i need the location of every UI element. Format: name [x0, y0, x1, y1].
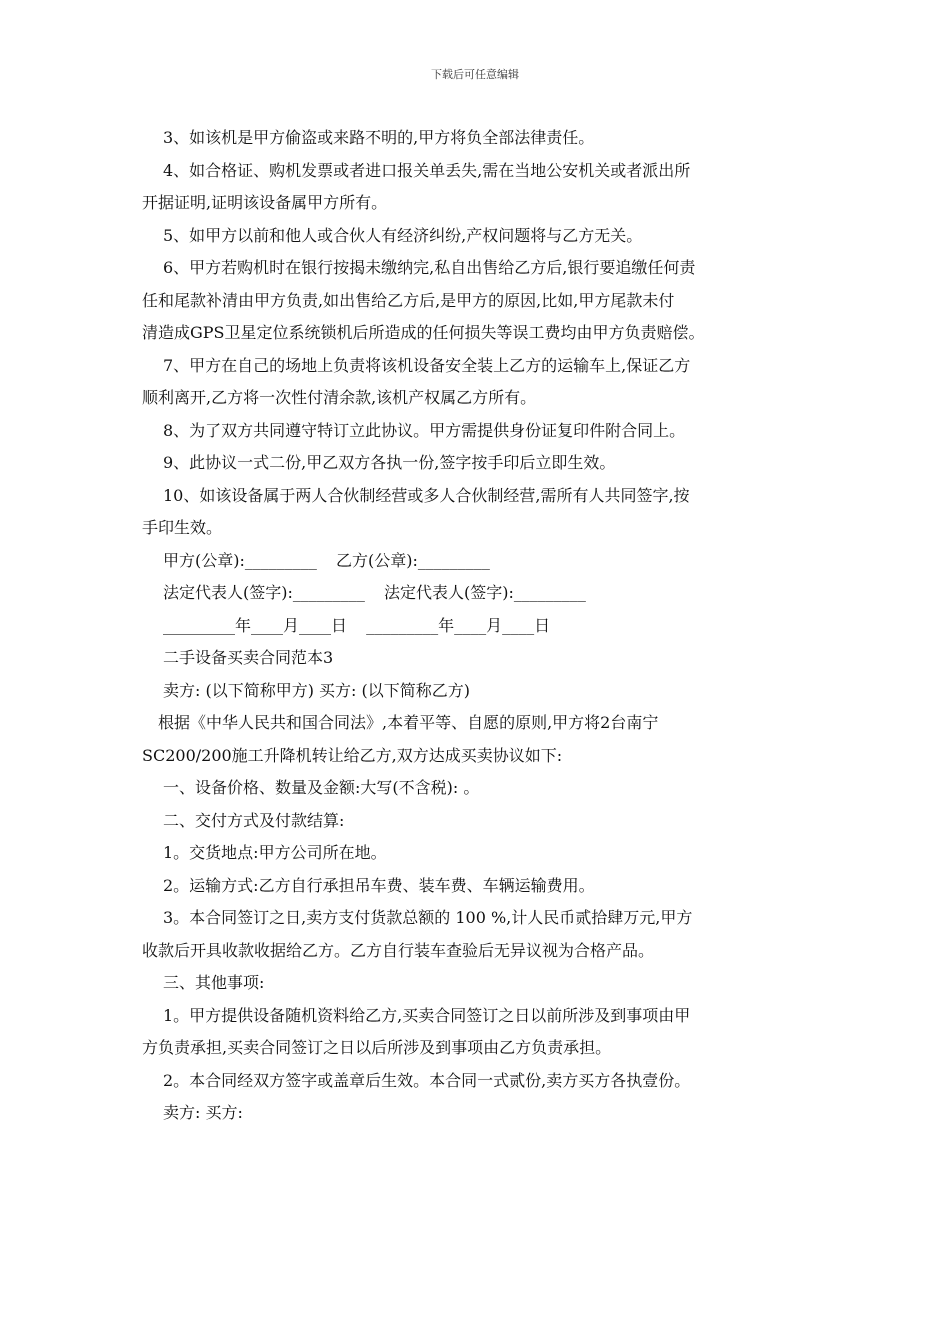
contract-3-intro-line-1: 根据《中华人民共和国合同法》,本着平等、自愿的原则,甲方将2台南宁 [158, 713, 659, 732]
party-a-date: _________年____月____日 [163, 615, 348, 635]
clause-4-line-2: 开据证明,证明该设备属甲方所有。 [142, 193, 388, 212]
party-a-representative: 法定代表人(签字):_________ [163, 583, 365, 602]
clause-6-line-3: 清造成GPS卫星定位系统锁机后所造成的任何损失等误工费均由甲方负责赔偿。 [142, 323, 705, 342]
clause-3: 3、如该机是甲方偷盗或来路不明的,甲方将负全部法律责任。 [163, 128, 595, 147]
other-item-1-line-2: 方负责承担,买卖合同签订之日以后所涉及到事项由乙方负责承担。 [142, 1038, 612, 1057]
clause-8: 8、为了双方共同遵守特订立此协议。甲方需提供身份证复印件附合同上。 [163, 420, 686, 440]
clause-5: 5、如甲方以前和他人或合伙人有经济纠纷,产权问题将与乙方无关。 [163, 225, 643, 245]
party-a-seal: 甲方(公章):_________ [163, 550, 317, 570]
section-1-price: 一、设备价格、数量及金额:大写(不含税): 。 [163, 778, 480, 797]
clause-7-line-1: 7、甲方在自己的场地上负责将该机设备安全装上乙方的运输车上,保证乙方 [163, 355, 691, 375]
clause-4-line-1: 4、如合格证、购机发票或者进口报关单丢失,需在当地公安机关或者派出所 [163, 160, 691, 180]
clause-10-line-2: 手印生效。 [142, 518, 223, 537]
contract-3-parties: 卖方: (以下简称甲方) 买方: (以下简称乙方) [163, 680, 471, 700]
delivery-item-2: 2。运输方式:乙方自行承担吊车费、装车费、车辆运输费用。 [163, 875, 595, 895]
clause-7-line-2: 顺利离开,乙方将一次性付清余款,该机产权属乙方所有。 [142, 388, 537, 407]
page-header-note: 下载后可任意编辑 [431, 68, 519, 81]
clause-6-line-2: 任和尾款补清由甲方负责,如出售给乙方后,是甲方的原因,比如,甲方尾款未付 [142, 290, 675, 310]
representative-line [142, 577, 810, 610]
party-b-representative: 法定代表人(签字):_________ [383, 583, 586, 602]
document-body [142, 122, 810, 1130]
clause-6-line-1: 6、甲方若购机时在银行按揭未缴纳完,私自出售给乙方后,银行要追缴任何责 [163, 258, 696, 277]
date-line [142, 610, 810, 643]
contract-3-intro-line-2: SC200/200施工升降机转让给乙方,双方达成买卖协议如下: [142, 745, 563, 765]
delivery-item-3-line-1: 3。本合同签订之日,卖方支付货款总额的 100 %,计人民币贰拾肆万元,甲方 [163, 908, 693, 927]
clause-10-line-1: 10、如该设备属于两人合伙制经营或多人合伙制经营,需所有人共同签字,按 [163, 485, 690, 505]
party-b-date: _________年____月____日 [366, 615, 551, 635]
seller-buyer-signature: 卖方: 买方: [163, 1103, 243, 1122]
party-b-seal: 乙方(公章):_________ [335, 550, 490, 570]
other-item-1-line-1: 1。甲方提供设备随机资料给乙方,买卖合同签订之日以前所涉及到事项由甲 [163, 1005, 691, 1025]
delivery-item-3-line-2: 收款后开具收款收据给乙方。乙方自行装车查验后无异议视为合格产品。 [142, 940, 655, 960]
contract-3-title: 二手设备买卖合同范本3 [163, 648, 334, 667]
delivery-item-1: 1。交货地点:甲方公司所在地。 [163, 843, 387, 862]
section-2-delivery: 二、交付方式及付款结算: [163, 810, 345, 830]
other-item-2: 2。本合同经双方签字或盖章后生效。本合同一式贰份,卖方买方各执壹份。 [163, 1070, 691, 1090]
seal-line [142, 545, 810, 578]
section-3-other: 三、其他事项: [163, 973, 265, 992]
clause-9: 9、此协议一式二份,甲乙双方各执一份,签字按手印后立即生效。 [163, 453, 616, 472]
